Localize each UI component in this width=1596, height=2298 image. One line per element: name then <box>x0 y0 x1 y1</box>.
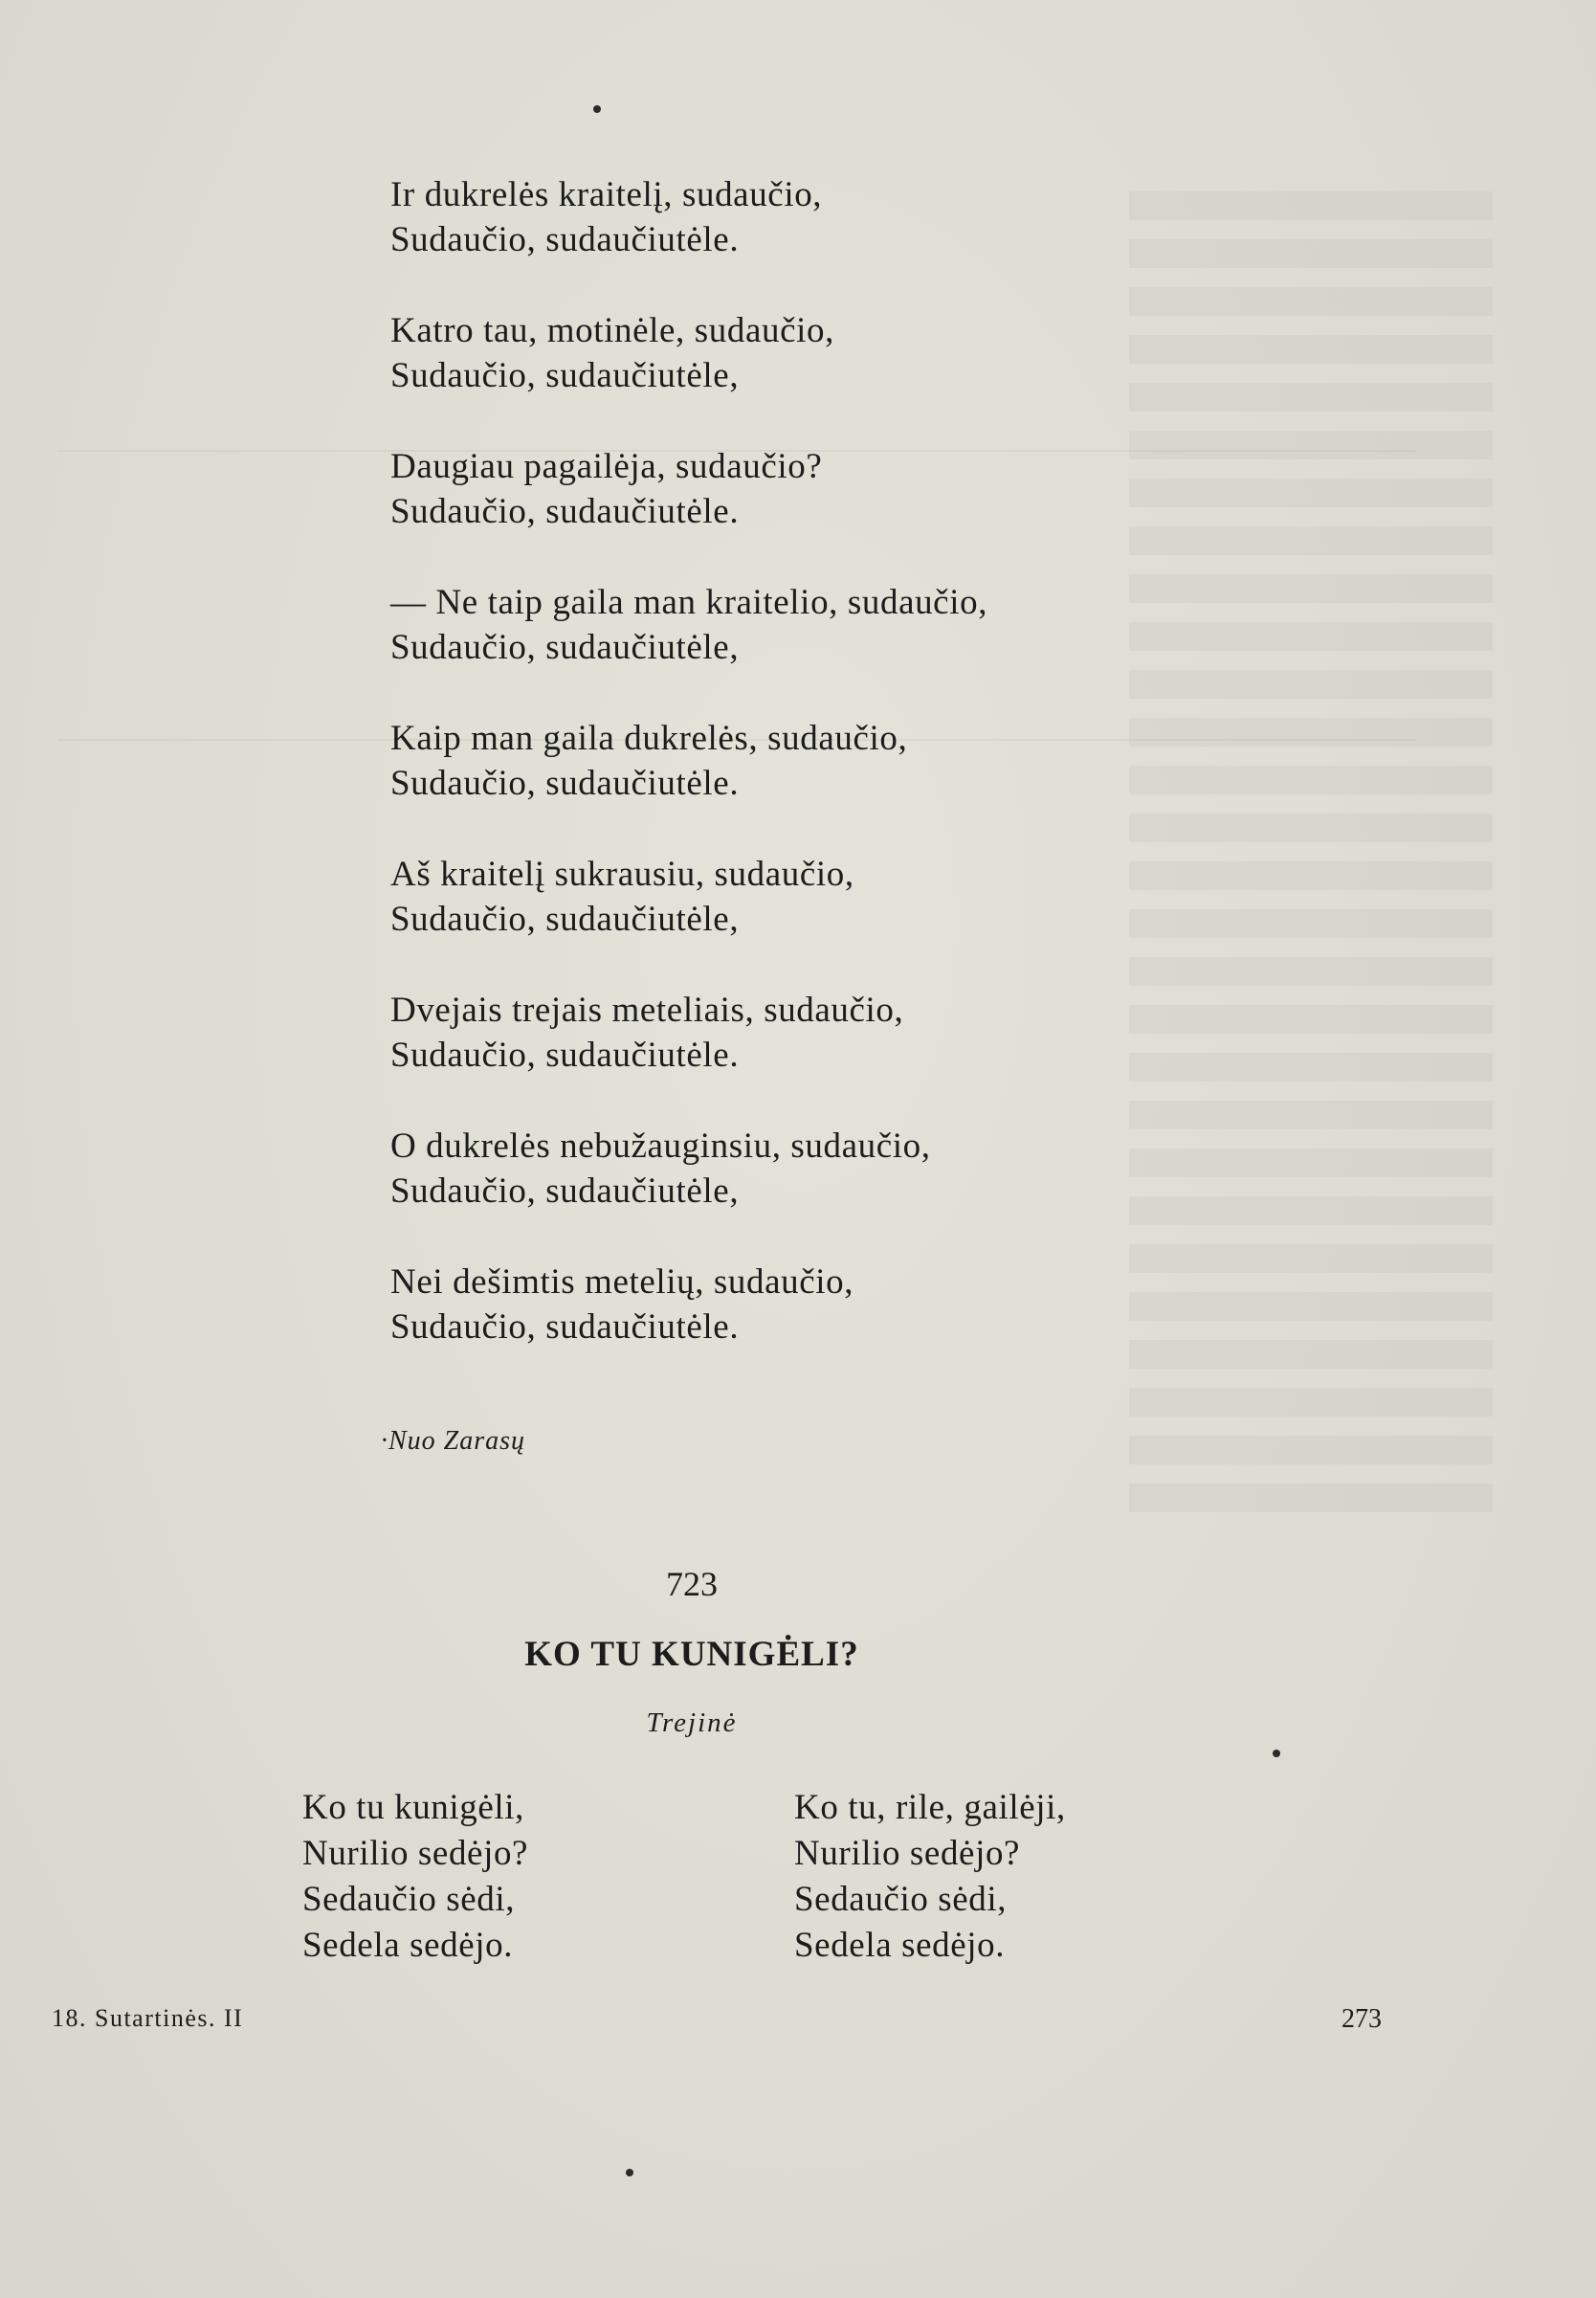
song-source: ·Nuo Zarasų <box>381 1426 526 1456</box>
song-number: 723 <box>666 1565 718 1603</box>
stanza <box>390 1124 1252 1214</box>
verse-line: Nei dešimtis metelių, sudaučio, <box>390 1262 854 1302</box>
verse-line: Ko tu, rile, gailėji, <box>794 1788 1066 1827</box>
stanza <box>390 308 1252 398</box>
verse-line: Kaip man gaila dukrelės, sudaučio, <box>390 719 908 758</box>
verse-line: Sudaučio, sudaučiutėle. <box>390 764 740 803</box>
verse-line: Sudaučio, sudaučiutėle. <box>390 1036 740 1075</box>
verse-line: Katro tau, motinėle, sudaučio, <box>390 311 834 350</box>
verse-line: Nurilio sedėjo? <box>794 1834 1021 1873</box>
stanza <box>390 852 1252 942</box>
stanza <box>390 444 1252 534</box>
verse-line: Sudaučio, sudaučiutėle. <box>390 220 740 259</box>
verse-line: Sudaučio, sudaučiutėle. <box>390 1307 740 1347</box>
verse-line: Nurilio sedėjo? <box>302 1834 529 1873</box>
left-column <box>302 1785 528 1969</box>
stanza <box>390 580 1252 670</box>
song-type: Trejinė <box>646 1707 738 1738</box>
verse-line: Sudaučio, sudaučiutėle, <box>390 1171 740 1211</box>
verse-line: Sedela sedėjo. <box>302 1926 514 1965</box>
verse-line: Sudaučio, sudaučiutėle, <box>390 628 740 667</box>
ink-speck <box>1273 1750 1280 1757</box>
verse-line: Sedaučio sėdi, <box>794 1880 1008 1919</box>
stanza <box>390 988 1252 1078</box>
verse-line: Ko tu kunigėli, <box>302 1788 525 1827</box>
verse-line: Sudaučio, sudaučiutėle, <box>390 356 740 395</box>
verse-line: O dukrelės nebužauginsiu, sudaučio, <box>390 1127 931 1166</box>
page-number: 273 <box>1341 2004 1382 2034</box>
stanza <box>390 1260 1252 1350</box>
verse-block <box>390 172 1252 1395</box>
verse-line: Ir dukrelės kraitelį, sudaučio, <box>390 175 823 214</box>
verse-line: Sedaučio sėdi, <box>302 1880 516 1919</box>
verse-line: Aš kraitelį sukrausiu, sudaučio, <box>390 855 854 894</box>
signature-mark: 18. Sutartinės. II <box>52 2004 244 2032</box>
verse-line: — Ne taip gaila man kraitelio, sudaučio, <box>390 583 988 622</box>
stanza <box>390 172 1252 262</box>
ink-speck <box>593 105 601 113</box>
verse-line: Sudaučio, sudaučiutėle, <box>390 900 740 939</box>
verse-line: Sedela sedėjo. <box>794 1926 1006 1965</box>
ink-speck <box>626 2169 633 2176</box>
stanza <box>390 716 1252 806</box>
song-title: KO TU KUNIGĖLI? <box>524 1635 859 1674</box>
verse-line: Daugiau pagailėja, sudaučio? <box>390 447 823 486</box>
verse-line: Dvejais trejais meteliais, sudaučio, <box>390 991 904 1030</box>
right-column <box>794 1785 1066 1969</box>
verse-line: Sudaučio, sudaučiutėle. <box>390 492 740 531</box>
